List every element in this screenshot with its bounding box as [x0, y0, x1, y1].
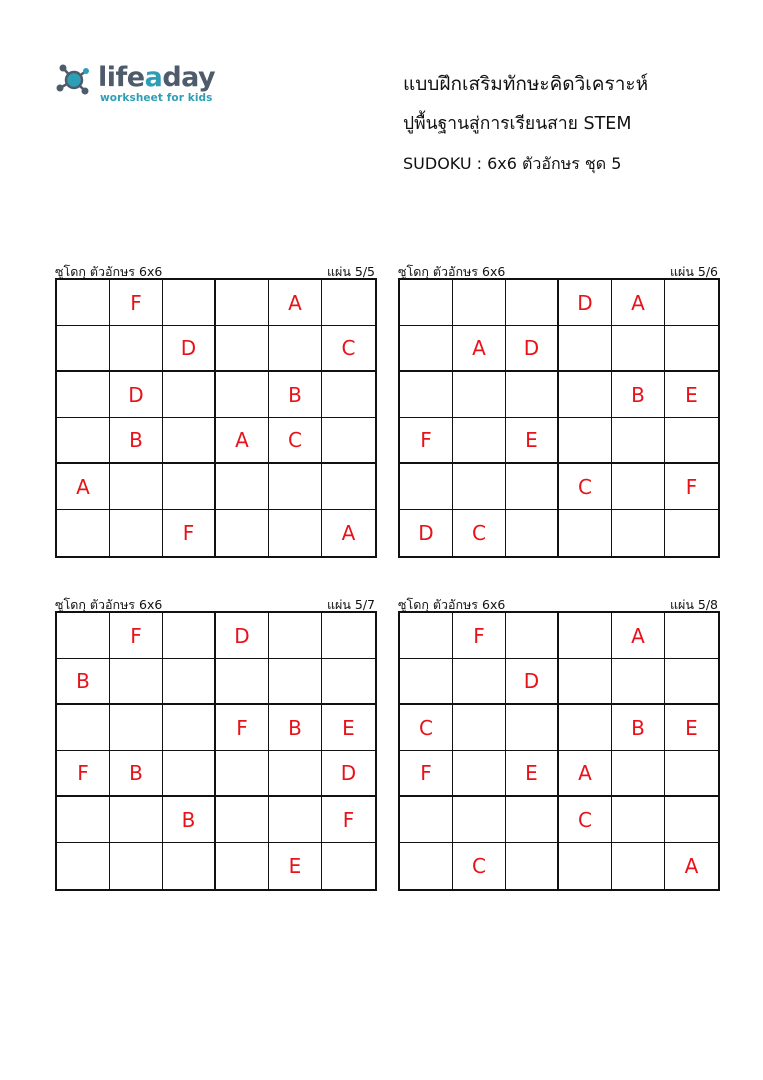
sudoku-cell: B	[612, 372, 665, 418]
sudoku-cell	[216, 659, 269, 705]
sudoku-cell	[110, 705, 163, 751]
sudoku-cell: A	[612, 280, 665, 326]
sudoku-cell	[216, 843, 269, 889]
sudoku-cell	[322, 613, 375, 659]
sudoku-cell	[322, 659, 375, 705]
sudoku-cell: B	[269, 372, 322, 418]
sudoku-cell	[453, 797, 506, 843]
sudoku-cell	[269, 797, 322, 843]
sudoku-cell: D	[322, 751, 375, 797]
sudoku-cell: F	[110, 613, 163, 659]
sudoku-cell: D	[110, 372, 163, 418]
sudoku-cell	[559, 418, 612, 464]
sudoku-cell	[400, 843, 453, 889]
sudoku-cell: B	[612, 705, 665, 751]
sudoku-cell	[57, 705, 110, 751]
sudoku-cell	[322, 280, 375, 326]
sudoku-cell: F	[216, 705, 269, 751]
sudoku-cell	[163, 705, 216, 751]
sudoku-cell: B	[57, 659, 110, 705]
sudoku-cell	[322, 418, 375, 464]
sudoku-cell	[400, 797, 453, 843]
sudoku-cell	[163, 280, 216, 326]
sudoku-cell: F	[400, 418, 453, 464]
sudoku-cell	[665, 613, 718, 659]
sudoku-cell: C	[400, 705, 453, 751]
sudoku-cell: A	[453, 326, 506, 372]
sudoku-cell: F	[665, 464, 718, 510]
sudoku-cell	[400, 659, 453, 705]
sudoku-cell	[216, 326, 269, 372]
puzzle-caption	[398, 260, 718, 278]
sudoku-cell	[322, 372, 375, 418]
sudoku-cell	[612, 418, 665, 464]
sudoku-cell	[163, 613, 216, 659]
sudoku-cell	[269, 613, 322, 659]
sudoku-cell: A	[684, 854, 699, 878]
sudoku-cell	[110, 464, 163, 510]
sudoku-cell	[57, 797, 110, 843]
sudoku-cell	[665, 797, 718, 843]
sudoku-cell: F	[163, 510, 216, 556]
sudoku-cell	[110, 510, 163, 556]
sudoku-cell	[269, 510, 322, 556]
sudoku-cell: A	[216, 418, 269, 464]
puzzle-label: ซูโดกุ ตัวอักษร 6x6	[398, 597, 506, 612]
sudoku-cell	[506, 510, 559, 556]
sudoku-cell	[453, 418, 506, 464]
sudoku-cell	[665, 510, 718, 556]
puzzle-sheet-number: แผ่น 5/5	[326, 264, 375, 279]
sudoku-cell: E	[665, 705, 718, 751]
sudoku-puzzle-4	[398, 593, 718, 891]
sudoku-cell: F	[400, 751, 453, 797]
sudoku-cell: F	[322, 797, 375, 843]
sudoku-cell: C	[322, 326, 375, 372]
sudoku-cell	[110, 326, 163, 372]
sudoku-cell	[163, 751, 216, 797]
puzzle-label: ซูโดกุ ตัวอักษร 6x6	[55, 597, 163, 612]
sudoku-cell: D	[506, 659, 559, 705]
sudoku-cell	[559, 705, 612, 751]
sudoku-cell	[612, 843, 665, 889]
sudoku-cell	[57, 418, 110, 464]
sudoku-cell	[612, 659, 665, 705]
sudoku-cell	[163, 372, 216, 418]
sudoku-cell: F	[453, 613, 506, 659]
sudoku-cell	[559, 326, 612, 372]
puzzle-sheet-number: แผ่น 5/7	[326, 597, 375, 612]
sudoku-cell	[57, 613, 110, 659]
sudoku-cell: D	[400, 510, 453, 556]
lifeaday-logo	[54, 58, 224, 108]
sudoku-cell: C	[559, 464, 612, 510]
sudoku-cell: D	[216, 613, 269, 659]
sudoku-cell: C	[453, 843, 506, 889]
puzzle-caption	[398, 593, 718, 611]
puzzle-caption	[55, 593, 375, 611]
sudoku-cell	[559, 659, 612, 705]
sudoku-cell	[400, 326, 453, 372]
sudoku-cell	[612, 510, 665, 556]
sudoku-puzzle-1	[55, 260, 375, 558]
sudoku-cell	[665, 326, 718, 372]
sudoku-cell	[559, 613, 612, 659]
sudoku-cell: B	[163, 797, 216, 843]
sudoku-cell	[400, 372, 453, 418]
sudoku-cell	[559, 372, 612, 418]
sudoku-cell	[506, 705, 559, 751]
sudoku-cell	[506, 613, 559, 659]
sudoku-cell: E	[506, 418, 559, 464]
sudoku-cell	[453, 280, 506, 326]
worksheet-title: แบบฝึกเสริมทักษะคิดวิเคราะห์	[403, 73, 649, 95]
sudoku-grid	[55, 278, 377, 558]
sudoku-cell	[163, 464, 216, 510]
sudoku-cell	[665, 418, 718, 464]
sudoku-cell	[269, 751, 322, 797]
logo-tagline: worksheet for kids	[100, 92, 213, 104]
sudoku-cell: B	[110, 418, 163, 464]
sudoku-cell	[453, 751, 506, 797]
sudoku-cell	[322, 843, 375, 889]
sudoku-cell	[665, 659, 718, 705]
sudoku-cell	[216, 464, 269, 510]
sudoku-cell	[163, 843, 216, 889]
sudoku-cell	[322, 464, 375, 510]
puzzle-label: ซูโดกุ ตัวอักษร 6x6	[398, 264, 506, 279]
sudoku-puzzle-3	[55, 593, 375, 891]
sudoku-cell	[57, 280, 110, 326]
sudoku-cell	[110, 797, 163, 843]
puzzle-sheet-number: แผ่น 5/6	[669, 264, 718, 279]
sudoku-cell	[453, 659, 506, 705]
sudoku-cell	[612, 797, 665, 843]
sudoku-cell: C	[453, 510, 506, 556]
sudoku-puzzle-2	[398, 260, 718, 558]
sudoku-cell	[506, 464, 559, 510]
sudoku-cell: E	[269, 843, 322, 889]
sudoku-cell	[163, 418, 216, 464]
sudoku-cell	[216, 510, 269, 556]
sudoku-cell	[216, 280, 269, 326]
sudoku-cell: A	[341, 521, 356, 545]
sudoku-cell	[453, 705, 506, 751]
logo-word-accent: a	[144, 62, 163, 93]
sudoku-cell	[57, 510, 110, 556]
sudoku-cell	[612, 464, 665, 510]
sudoku-cell	[665, 280, 718, 326]
sudoku-grid	[398, 278, 720, 558]
sudoku-cell	[216, 797, 269, 843]
sudoku-cell	[269, 326, 322, 372]
sudoku-cell	[612, 326, 665, 372]
sudoku-cell: E	[665, 372, 718, 418]
sudoku-cell: D	[163, 326, 216, 372]
sudoku-cell	[216, 751, 269, 797]
logo-word-end: day	[162, 62, 216, 93]
sudoku-cell	[57, 326, 110, 372]
puzzle-sheet-number: แผ่น 5/8	[669, 597, 718, 612]
sudoku-cell	[400, 613, 453, 659]
sudoku-cell: F	[110, 280, 163, 326]
sudoku-cell: D	[506, 326, 559, 372]
sudoku-cell	[506, 797, 559, 843]
sudoku-cell: A	[269, 280, 322, 326]
sudoku-cell: C	[559, 797, 612, 843]
logo-molecule-icon	[54, 58, 98, 102]
sudoku-cell: B	[269, 705, 322, 751]
sudoku-cell	[216, 372, 269, 418]
sudoku-cell	[453, 464, 506, 510]
sudoku-grid	[398, 611, 720, 891]
sudoku-cell: A	[57, 464, 110, 510]
sudoku-cell	[163, 659, 216, 705]
sudoku-cell: F	[57, 751, 110, 797]
sudoku-cell	[57, 372, 110, 418]
sudoku-cell	[269, 659, 322, 705]
sudoku-cell: E	[506, 751, 559, 797]
logo-word-main: life	[98, 62, 145, 93]
sudoku-cell	[110, 659, 163, 705]
sudoku-cell	[559, 510, 612, 556]
sudoku-cell: A	[612, 613, 665, 659]
worksheet-set-label: SUDOKU : 6x6 ตัวอักษร ชุด 5	[403, 154, 622, 173]
sudoku-cell: B	[110, 751, 163, 797]
sudoku-cell	[506, 280, 559, 326]
sudoku-grid	[55, 611, 377, 891]
sudoku-cell	[269, 464, 322, 510]
sudoku-cell	[400, 464, 453, 510]
sudoku-cell: D	[559, 280, 612, 326]
puzzle-caption	[55, 260, 375, 278]
sudoku-cell	[506, 843, 559, 889]
sudoku-cell	[57, 843, 110, 889]
sudoku-cell: A	[559, 751, 612, 797]
puzzle-label: ซูโดกุ ตัวอักษร 6x6	[55, 264, 163, 279]
sudoku-cell	[400, 280, 453, 326]
sudoku-cell: E	[322, 705, 375, 751]
sudoku-cell	[665, 751, 718, 797]
sudoku-cell	[453, 372, 506, 418]
sudoku-cell	[612, 751, 665, 797]
sudoku-cell	[559, 843, 612, 889]
sudoku-cell	[506, 372, 559, 418]
worksheet-header	[403, 70, 753, 180]
sudoku-cell	[110, 843, 163, 889]
sudoku-cell: C	[269, 418, 322, 464]
worksheet-subtitle: ปูพื้นฐานสู่การเรียนสาย STEM	[403, 114, 632, 134]
